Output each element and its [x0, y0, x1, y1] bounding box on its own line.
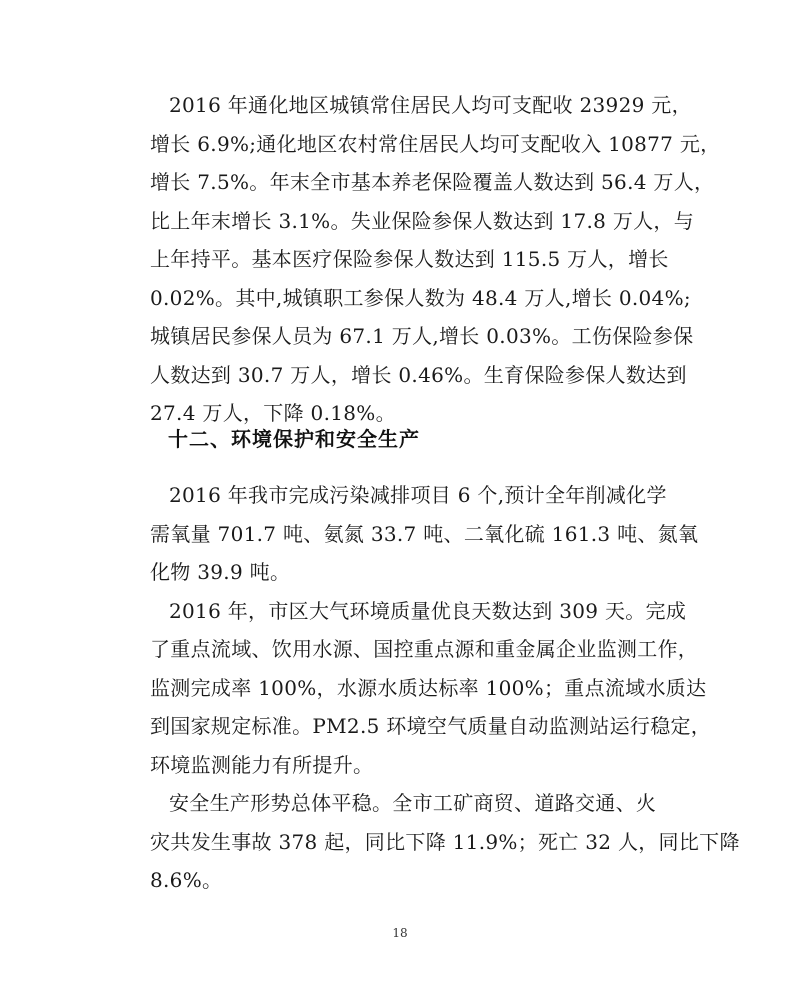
text-line: 2016 年，市区大气环境质量优良天数达到 309 天。完成 — [169, 598, 687, 623]
text-line: 人数达到 30.7 万人，增长 0.46%。生育保险参保人数达到 — [150, 362, 687, 387]
text-line: 监测完成率 100%，水源水质达标率 100%；重点流域水质达 — [150, 675, 707, 700]
text-line: 了重点流域、饮用水源、国控重点源和重金属企业监测工作， — [150, 637, 699, 661]
text-line: 到国家规定标准。PM2.5 环境空气质量自动监测站运行稳定， — [150, 714, 712, 738]
text-line: 需氧量 701.7 吨、氨氮 33.7 吨、二氧化硫 161.3 吨、氮氧 — [150, 521, 699, 546]
text-line: 上年持平。基本医疗保险参保人数达到 115.5 万人，增长 — [150, 247, 669, 271]
text-line: 城镇居民参保人员为 67.1 万人,增长 0.03%。工伤保险参保 — [150, 324, 694, 348]
paragraph-safety — [150, 784, 740, 900]
text-line: 安全生产形势总体平稳。全市工矿商贸、道路交通、火 — [169, 791, 657, 815]
text-line: 增长 6.9%;通化地区农村常住居民人均可支配收入 10877 元， — [150, 131, 721, 156]
text-line: 2016 年我市完成污染减排项目 6 个,预计全年削减化学 — [169, 483, 667, 507]
text-line: 0.02%。其中,城镇职工参保人数为 48.4 万人,增长 0.04%; — [150, 285, 691, 310]
text-line: 2016 年通化地区城镇常住居民人均可支配收 23929 元， — [169, 93, 692, 117]
text-line: 环境监测能力有所提升。 — [150, 752, 374, 777]
paragraph-air-quality — [150, 592, 712, 785]
text-line: 比上年末增长 3.1%。失业保险参保人数达到 17.8 万人，与 — [150, 208, 695, 233]
text-line: 8.6%。 — [150, 868, 223, 892]
text-line: 灾共发生事故 378 起，同比下降 11.9%；死亡 32 人，同比下降 — [150, 829, 740, 854]
text-line: 27.4 万人，下降 0.18%。 — [150, 401, 396, 425]
text-line: 增长 7.5%。年末全市基本养老保险覆盖人数达到 56.4 万人， — [150, 170, 715, 194]
text-line: 化物 39.9 吨。 — [150, 560, 291, 584]
environment-safety-section — [150, 476, 740, 900]
paragraph-income-insurance — [150, 86, 721, 433]
page-number: 18 — [392, 926, 408, 940]
paragraph-emission-reduction — [150, 476, 699, 592]
section-heading: 十二、环境保护和安全生产 — [168, 427, 420, 451]
